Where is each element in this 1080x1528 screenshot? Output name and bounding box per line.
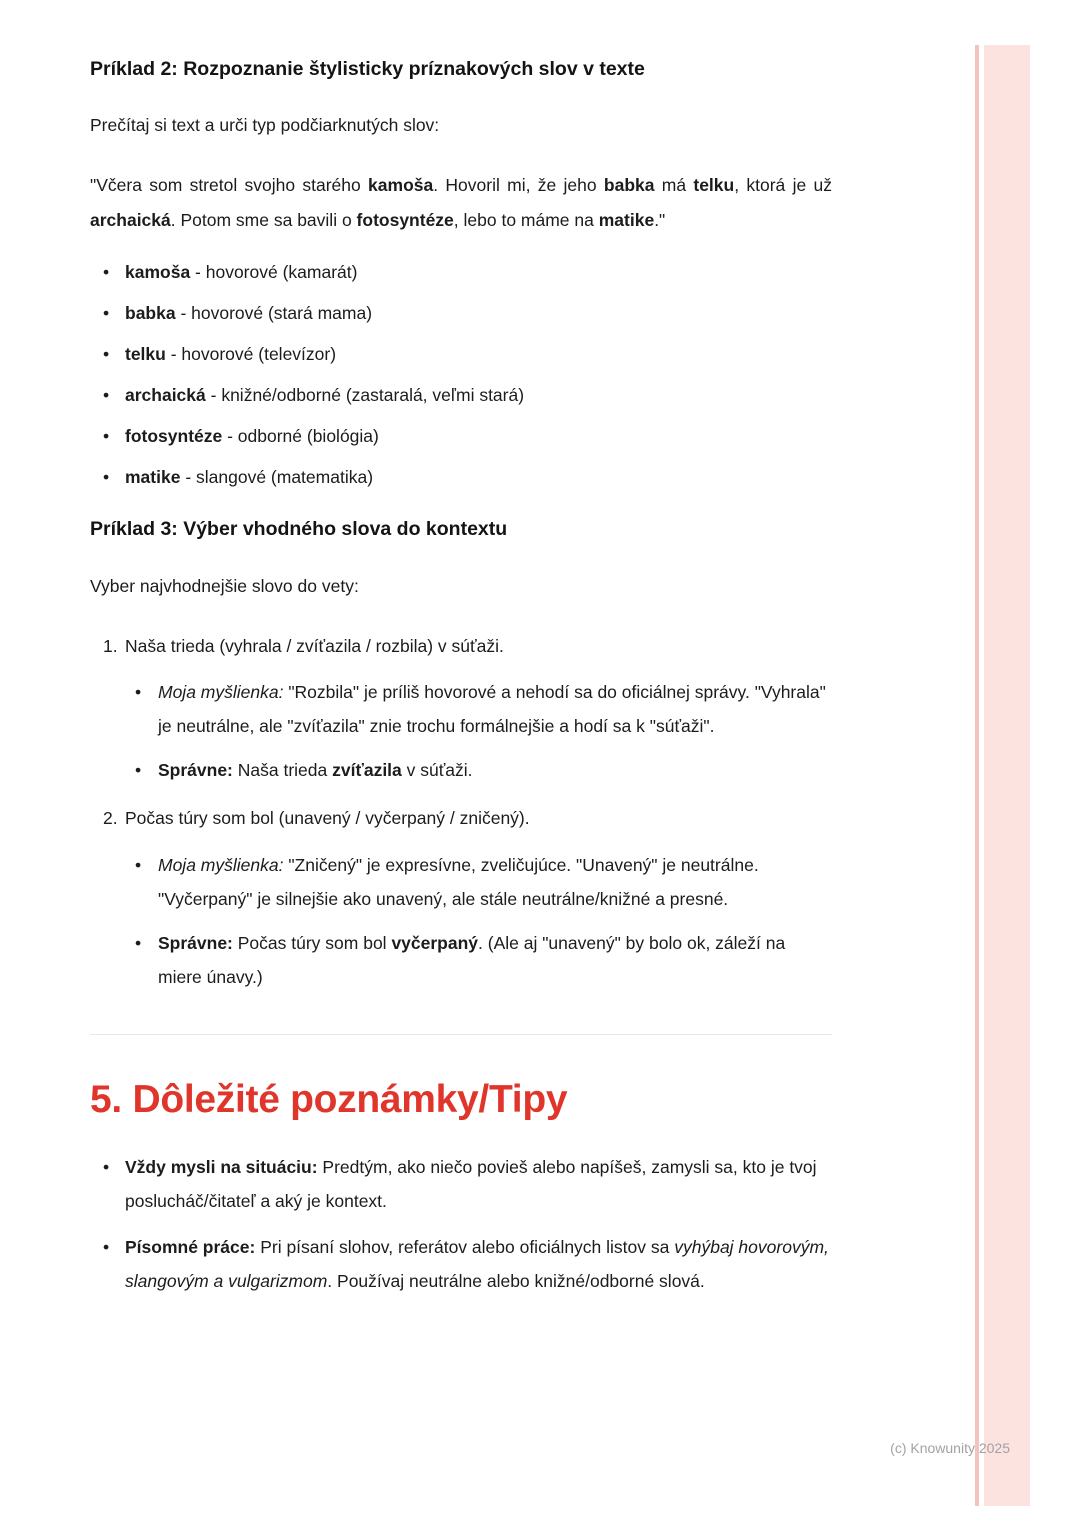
item-sub-list: [125, 848, 832, 995]
decorative-stripe-edge: [975, 45, 979, 1506]
example3-intro: Vyber najvhodnejšie slovo do vety:: [90, 575, 359, 596]
text-segment: matike: [598, 209, 655, 230]
text-segment: - hovorové (televízor): [165, 343, 337, 364]
text-segment: , lebo to máme na: [453, 209, 599, 230]
text-segment: .": [654, 209, 666, 230]
item-number: 2.: [103, 808, 118, 829]
text-segment: zvíťazila: [332, 760, 402, 781]
text-segment: archaická: [125, 385, 206, 406]
text-segment: - hovorové (kamarát): [190, 261, 358, 282]
list-item: [135, 753, 832, 787]
list-item: [103, 296, 832, 330]
text-segment: . Používaj neutrálne alebo knižné/odborné slová.: [327, 1271, 705, 1292]
decorative-stripe-band: [984, 45, 1030, 1506]
text-segment: . Hovoril mi, že jeho: [433, 175, 604, 196]
example2-heading: Príklad 2: Rozpoznanie štylisticky príznakových slov v texte: [90, 58, 645, 80]
list-item: [103, 255, 832, 289]
list-item: [103, 337, 832, 371]
text-segment: Pri písaní slohov, referátov alebo oficiálnych listov sa: [255, 1237, 675, 1258]
text-segment: "Včera som stretol svojho starého: [90, 175, 369, 196]
text-segment: telku: [125, 343, 166, 364]
text-segment: fotosyntéze: [125, 426, 223, 447]
text-segment: "Zničený" je expresívne, zveličujúce. "Unavený" je neutrálne. "Vyčerpaný" je silnejšie ako unavený, ale stále neutrálne/knižné a presné.: [158, 854, 759, 909]
item-text: Naša trieda (vyhrala / zvíťazila / rozbila) v súťaži.: [125, 635, 504, 656]
text-segment: kamoša: [368, 175, 434, 196]
text-segment: Predtým, ako niečo povieš alebo napíšeš, zamysli sa, kto je tvoj poslucháč/čitateľ a aký je kontext.: [125, 1156, 817, 1211]
list-item: [135, 675, 832, 743]
text-segment: Správne:: [158, 932, 233, 953]
copyright-watermark: (c) Knowunity 2025: [890, 1440, 1010, 1456]
text-segment: telku: [693, 175, 735, 196]
list-item: [135, 926, 832, 994]
text-segment: kamoša: [125, 261, 191, 282]
text-segment: archaická: [90, 209, 171, 230]
list-item: [135, 848, 832, 916]
item-number: 1.: [103, 635, 118, 656]
item-text: Počas túry som bol (unavený / vyčerpaný / zničený).: [125, 808, 530, 829]
text-segment: babka: [125, 302, 176, 323]
example2-bullet-list: [90, 255, 832, 495]
section5-heading: 5. Dôležité poznámky/Tipy: [90, 1078, 568, 1121]
text-segment: . Potom sme sa bavili o: [170, 209, 357, 230]
text-segment: . (Ale aj "unavený" by bolo ok, záleží na miere únavy.): [158, 932, 786, 987]
list-item: [103, 378, 832, 412]
text-segment: - slangové (matematika): [180, 467, 374, 488]
text-segment: Moja myšlienka:: [158, 854, 284, 875]
list-item: [103, 1150, 832, 1218]
text-segment: - hovorové (stará mama): [175, 302, 373, 323]
text-segment: Moja myšlienka:: [158, 682, 284, 702]
text-segment: matike: [125, 467, 181, 488]
document-content: [90, 56, 832, 1320]
list-item: [103, 1230, 832, 1298]
example3-heading: Príklad 3: Výber vhodného slova do kontextu: [90, 518, 508, 541]
text-segment: , ktorá je už: [734, 175, 832, 196]
numbered-item: [90, 629, 832, 802]
list-item: [103, 460, 832, 494]
example2-quote-paragraph: [90, 168, 832, 236]
numbered-item: [90, 801, 832, 1008]
example2-intro: Prečítaj si text a urči typ podčiarknutých slov:: [90, 115, 440, 136]
list-item: [103, 419, 832, 453]
text-segment: - odborné (biológia): [222, 426, 379, 447]
text-segment: Počas túry som bol: [232, 932, 392, 953]
item-body: [125, 801, 832, 1008]
text-segment: babka: [603, 175, 655, 196]
text-segment: fotosyntéze: [356, 209, 454, 230]
text-segment: Písomné práce:: [125, 1237, 256, 1258]
example3-numbered-list: [90, 629, 832, 1008]
item-body: [125, 629, 832, 802]
text-segment: Správne:: [158, 760, 233, 781]
text-segment: "Rozbila" je príliš hovorové a nehodí sa do oficiálnej správy. "Vyhrala" je neutrálne, ale "zvíťazila" znie trochu formálnejšie a hodí sa k "súťaži".: [158, 682, 826, 737]
tips-list: [90, 1150, 832, 1299]
text-segment: v súťaži.: [401, 760, 473, 781]
item-sub-list: [125, 675, 832, 787]
text-segment: má: [654, 175, 694, 196]
text-segment: Vždy mysli na situáciu:: [125, 1156, 318, 1177]
section-divider: [90, 1034, 832, 1035]
text-segment: Naša trieda: [232, 760, 333, 781]
text-segment: vyčerpaný: [391, 932, 479, 953]
text-segment: - knižné/odborné (zastaralá, veľmi stará): [205, 385, 525, 406]
text-segment: vyhýbaj hovorovým, slangovým a vulgarizmom: [125, 1237, 829, 1292]
